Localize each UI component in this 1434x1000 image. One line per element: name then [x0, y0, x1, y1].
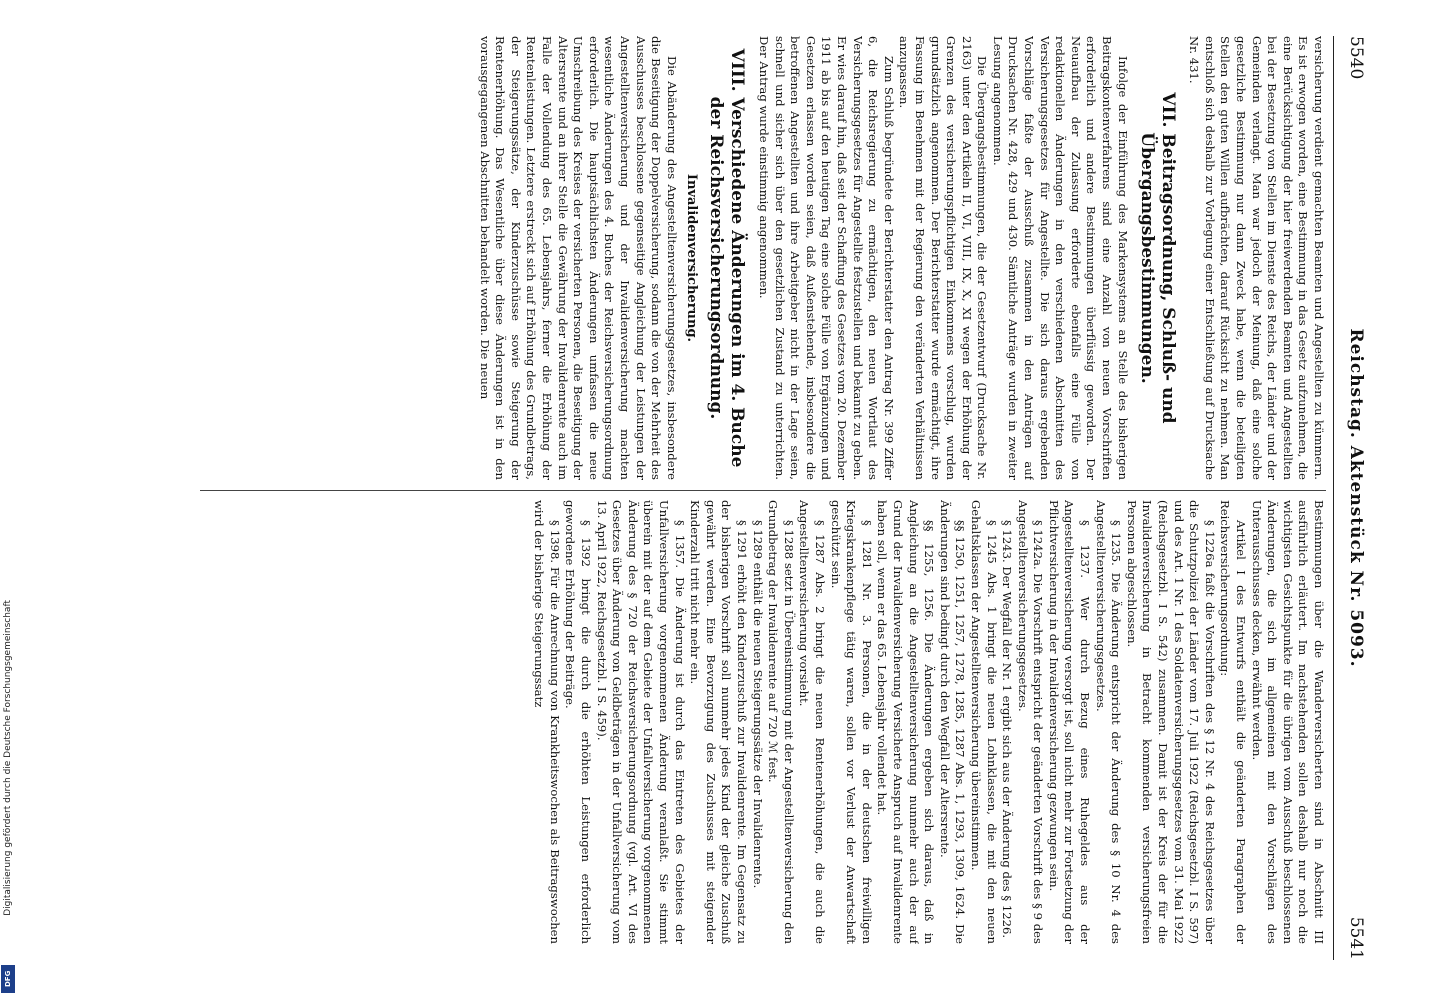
paragraph: § 1288 setzt in Übereinstimmung mit der Angestelltenversicherung den Grundbetrag der Invalidenrente auf 720 ℳ fest.: [766, 500, 796, 944]
paragraph: § 1235. Die Änderung entspricht der Änderung des § 10 Nr. 4 des Angestelltenversicherungsgesetzes.: [1093, 500, 1124, 944]
dfg-logo: DFG: [1, 965, 15, 993]
paragraph: § 1398. Für die Anrechnung von Krankheitswochen als Beitragswochen wird der bisherige Steigerungssatz: [532, 500, 562, 944]
paragraph: § 1245 Abs. 1 bringt die neuen Lohnklassen, die mit den neuen Gehaltsklassen der Angestelltenversicherung übereinstimmen.: [968, 500, 999, 944]
paragraph: Bestimmungen über die Wanderversicherten sind in Abschnitt III ausführlich erläutert. Im nachstehenden sollen deshalb nur noch die wichtigsten Gesichtspunkte für die übrigen vom Ausschuß beschlossenen Änderungen, die sich im allgemeinen mit den Vorschlägen des Unterausschusses decken, erwähnt werden.: [1249, 500, 1326, 944]
paragraph: § 1226a faßt die Vorschriften des § 12 Nr. 4 des Reichsgesetzes über die Schutzpolizei der Länder vom 17. Juli 1922 (Reichsgesetzbl. I S. 597) und des Art. 1 Nr. 1 des Soldatenversicherungsgesetzes vom 31. Mai 1922 (Reichsgesetzbl. I S. 542) zusammen. Damit ist der Kreis der für die Invalidenversicherung in Betracht kommenden versicherungsfreien Personen abgeschlossen.: [1124, 500, 1217, 944]
section-heading-vii: VII. Beitragsordnung, Schluß- und Übergangsbestimmungen.: [1136, 92, 1178, 424]
left-column: [70, 36, 1326, 480]
paragraph: § 1289 enthält die neuen Steigerungssätze der Invalidenrente.: [750, 520, 765, 889]
right-column: [70, 500, 1326, 944]
paragraph: § 1291 erhöht den Kinderzuschuß zur Invalidenrente. Im Gegensatz zu der bisherigen Vorschrift soll nunmehr jedes Kind der gleiche Zuschuß gewährt werden. Eine Bevorzugung des Zuschusses mit steigender Kinderzahl tritt nicht mehr ein.: [688, 500, 750, 944]
page-header: [1336, 36, 1366, 960]
paragraph: § 1237. Wer durch Bezug eines Ruhegeldes aus der Angestelltenversicherung versorgt ist, soll nicht mehr zur Fortsetzung der Pflichtversicherung in der Invalidenversicherung gezwungen sein.: [1046, 500, 1093, 944]
paragraph: § 1287 Abs. 2 bringt die neuen Rentenerhöhungen, die auch die Angestelltenversicherung vorsieht.: [797, 500, 827, 944]
paragraph: Artikel I des Entwurfs enthält die geänderten Paragraphen der Reichsversicherungsordnung:: [1218, 500, 1249, 944]
section-heading-viii: VIII. Verschiedene Änderungen im 4. Buche der Reichsversicherungsordnung.: [706, 48, 748, 468]
paragraph: Zum Schluß begründete der Berichterstatter den Antrag Nr. 399 Ziffer 6, die Reichsregierung zu ermächtigen, den neuen Wortlaut des Versicherungsgesetzes für Angestellte festzustellen und bekannt zu geben. Er wies darauf hin, daß seit der Schaffung des Gesetzes vom 20. Dezember 1911 ab bis auf den heutigen Tag eine solche Fülle von Ergänzungen und Gesetzen erlassen worden seien, daß Außenstehende, insbesondere die betroffenen Angestellten und ihre Arbeitgeber nicht in der Lage seien, schnell und sicher sich über den gesetzlichen Zustand zu unterrichten. Der Antrag wurde einstimmig angenommen.: [757, 36, 896, 480]
digitization-credit: Digitalisierung gefördert durch die Deutsche Forschungsgemeinschaft: [3, 600, 13, 916]
paragraph: versicherung verdient gemachten Beamten und Angestellten zu kümmern. Es ist erwogen worden, eine Bestimmung in das Gesetz aufzunehmen, die eine Berücksichtigung der hier freiwerdenden Beamten und Angestellten bei der Besetzung von Stellen im Dienste des Reichs, der Länder und der Gemeinden verlangt. Man war jedoch der Meinung, daß eine solche gesetzliche Bestimmung nur dann Zweck habe, wenn die beteiligten Stellen den guten Willen aufbrächten, darauf Rücksicht zu nehmen. Man entschloß sich deshalb zur Vorlegung einer Entschließung auf Drucksache Nr. 431.: [1187, 36, 1326, 480]
paragraph: § 1357. Die Änderung ist durch das Eintreten des Gebietes der Unfallversicherung vorgenommenen Änderung veranlaßt. Sie stimmt überein mit der auf dem Gebiete der Unfallversicherung vorgenommenen Änderung des § 720 der Reichsversicherungsordnung (vgl. Art. VI des Gesetzes über Änderung von Geldbeträgen in der Unfallversicherung vom 13. April 1922, Reichsgesetzbl. I S. 459).: [594, 500, 687, 944]
paragraph: Die Abänderung des Angestelltenversicherungsgesetzes, insbesondere die Beseitigung der Doppelversicherung, sodann die von der Mehrheit des Ausschusses beschlossene gegenseitige Angleichung der Leistungen der Angestelltenversicherung und der Invalidenversicherung machten wesentliche Änderungen des 4. Buches der Reichsversicherungsordnung erforderlich. Die hauptsächlichsten Änderungen umfassen die neue Umschreibung des Kreises der versicherten Personen, die Beseitigung der Altersrente und an ihrer Stelle die Gewährung der Invalidenrente auch im Falle der Vollendung des 65. Lebensjahrs, ferner die Erhöhung der Rentenleistungen. Letztere erstreckt sich auf Erhöhung des Grundbetrags, der Steigerungssätze, der Kinderzuschüsse sowie Steigerung der Rentenerhöhung. Das Wesentliche über diese Änderungen ist in den vorausgegangenen Abschnitten behandelt worden. Die neuen: [477, 36, 679, 480]
paragraph: § 1243. Der Wegfall der Nr. 1 ergibt sich aus der Änderung des § 1226.: [1000, 520, 1015, 939]
paragraph: § 1242a. Die Vorschrift entspricht der geänderten Vorschrift des § 9 des Angestelltenversicherungsgesetzes.: [1015, 500, 1046, 944]
paragraph: Die Übergangsbestimmungen, die der Gesetzentwurf (Drucksache Nr. 2163) unter den Artikeln II, VI, VIII, IX, X, XI wegen der Erhöhung der Grenzen des versicherungspflichtigen Einkommens vorschlug, wurden grundsätzlich angenommen. Der Berichterstatter wurde ermächtigt, ihre Fassung im Benehmen mit der Regierung den veränderten Verhältnissen anzupassen.: [897, 36, 990, 480]
paragraph: §§ 1250, 1251, 1257, 1278, 1285, 1287 Abs. 1, 1293, 1309, 1624. Die Änderungen sind bedingt durch den Wegfall der Altersrente.: [937, 500, 968, 944]
page-number-right: 5541: [1346, 916, 1366, 960]
paragraph: § 1392 bringt die durch die erhöhten Leistungen erforderlich gewordene Erhöhung der Beiträge.: [563, 500, 594, 944]
paragraph: §§ 1255, 1256. Die Änderungen ergeben sich daraus, daß in Angleichung an die Angestelltenversicherung nunmehr auch der auf Grund der Invalidenversicherung Versicherte Anspruch auf Invalidenrente haben soll, wenn er das 65. Lebensjahr vollendet hat.: [875, 500, 937, 944]
subsection-heading: Invalidenversicherung.: [684, 173, 700, 343]
paragraph: Infolge der Einführung des Markensystems an Stelle des bisherigen Beitragskontenverfahrens sind eine Anzahl von neuen Vorschriften erforderlich und andere Bestimmungen überflüssig geworden. Der Neuaufbau der Zulassung erforderte ebenfalls eine Fülle von redaktionellen Änderungen in den verschiedenen Abschnitten des Versicherungsgesetzes für Angestellte. Die sich daraus ergebenden Vorschläge faßte der Ausschuß zusammen in den Anträgen auf Drucksachen Nr. 428, 429 und 430. Sämtliche Anträge wurden in zweiter Lesung angenommen.: [990, 36, 1130, 480]
page-header-title: Reichstag. Aktenstück Nr. 5093.: [1346, 328, 1366, 668]
page-number-left: 5540: [1346, 36, 1366, 80]
column-divider: [200, 490, 1326, 491]
paragraph: § 1281 Nr. 3. Personen, die in der deutschen freiwilligen Kriegskrankenpflege tätig waren, sollen vor Verlust der Anwartschaft geschützt sein.: [828, 500, 874, 944]
header-rule: [1333, 36, 1334, 960]
